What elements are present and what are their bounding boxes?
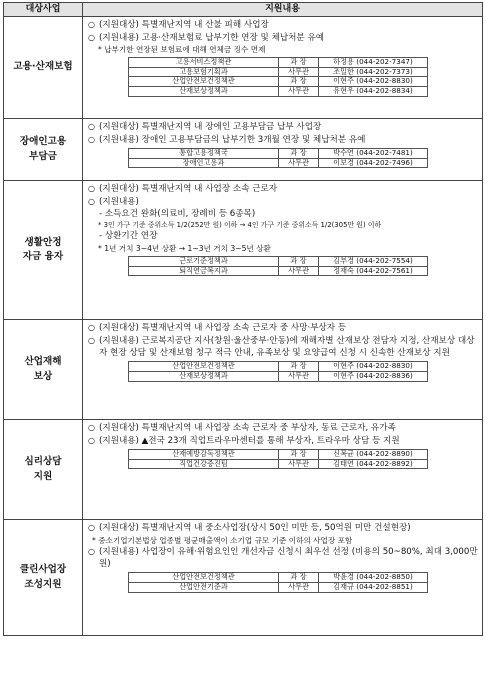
contact-role: 과 장 [279,449,319,459]
support-target: (지원대상) 특별재난지역 내 사업장 소속 근로자 중 사망·부상자 등 [99,323,347,334]
bullet-icon: ○ [88,122,95,132]
contact-row [129,583,428,593]
note: * 납부기한 연장된 보험료에 대해 연체금 징수 면제 [98,44,266,54]
category-label: 클린사업장 조성지원 [19,564,67,590]
contact-dept: 통합고용정책국 [129,148,279,158]
contact-dept: 근로기준정책과 [129,256,279,266]
contact-row [129,266,428,276]
contact-person: 정재숙 (044-202-7561) [319,266,428,276]
note: * 3인 가구 기준 중위소득 1/2(252만 원) 이하 → 4인 가구 기준 중위소득 1/2(305만 원) 이하 [98,221,382,230]
category-cell [4,181,83,320]
contact-dept: 퇴직연금복지과 [129,266,279,276]
contact-role: 사무관 [279,266,319,276]
contact-person: 하정용 (044-202-7347) [319,57,428,67]
category-label: 생활안정 자금 융자 [22,236,64,263]
contact-person: 김태연 (044-202-8892) [319,459,428,469]
contact-dept: 고용서비스정책관 [129,57,279,67]
category-label: 장애인고용 부담금 [19,136,67,162]
contact-role: 사무관 [279,158,319,168]
support-target: (지원대상) 특별재난지역 내 장애인 고용부담금 납부 사업장 [99,122,322,133]
contact-row [129,148,428,158]
contact-row [129,256,428,266]
contact-person: 조일한 (044-202-7373) [319,67,428,77]
note: * 중소기업기본법상 업종별 평균매출액이 소기업 규모 기준 이하의 사업장 포함 [92,535,353,545]
bullet-icon: ○ [88,335,95,345]
category-cell [4,119,83,181]
header-category: 대상사업 [4,3,83,17]
contact-role: 사무관 [279,459,319,469]
contact-role: 사무관 [279,583,319,593]
contact-person: 신복균 (044-202-8890) [319,449,428,459]
contact-role: 과 장 [279,57,319,67]
support-target: (지원대상) 특별재난지역 내 사업장 소속 근로자 [99,184,278,195]
contact-table [128,148,428,168]
table-header-row [4,3,483,17]
support-content: (지원내용) 사업장이 유해·위험요인인 개선자금 신청시 최우선 선정 (비용의 50~80%, 최대 3,000만원) [99,546,478,569]
note: * 1년 거치 3~4년 상환 → 1~3년 거치 3~5년 상환 [98,243,271,253]
table-row [4,520,483,636]
contact-dept: 직업건강증진팀 [129,459,279,469]
contact-row [129,86,428,96]
support-content-title: (지원내용) [99,196,139,207]
contact-person: 김부경 (044-202-7554) [319,256,428,266]
contact-role: 사무관 [279,372,319,382]
contact-dept: 산업안전보건정책관 [129,362,279,372]
contact-role: 사무관 [279,67,319,77]
support-content: (지원내용) 고용·산재보험료 납부기한 연장 및 체납처분 유예 [99,32,325,43]
contact-dept: 장애인고용과 [129,158,279,168]
bullet-icon: ○ [88,546,95,556]
contact-dept: 고용보험기획과 [129,67,279,77]
content-cell [83,420,483,520]
support-target: (지원대상) 특별재난지역 내 산불 피해 사업장 [99,20,269,31]
bullet-icon: ○ [88,134,95,144]
contact-table [128,572,428,592]
support-content: (지원내용) 근로복지공단 지사(창원·울산중부·안동)에 재해자별 산재보상 전담자 지정, 산재보상 대상자 현장 상담 및 산재보험 청구 적극 안내, 유족보상 및 요양급여 신청 시 신속한 산재보상 지원 [99,335,475,358]
contact-row [129,158,428,168]
header-content: 지원내용 [83,3,483,17]
bullet-icon: ○ [88,196,95,206]
contact-dept: 산재보상정책과 [129,372,279,382]
category-cell [4,320,83,420]
category-label: 심리상담 지원 [24,456,62,482]
content-cell [83,520,483,636]
table-row [4,17,483,119]
contact-row [129,57,428,67]
contact-person: 이현주 (044-202-8830) [319,362,428,372]
contact-dept: 산업안전기준과 [129,583,279,593]
support-item: - 상환기간 연장 [99,231,158,242]
content-cell [83,119,483,181]
contact-table [128,449,428,469]
contact-dept: 산업안전보건정책관 [129,77,279,87]
contact-row [129,459,428,469]
contact-table [128,256,428,276]
bullet-icon: ○ [88,32,95,42]
table-row [4,181,483,320]
contact-person: 이보경 (044-202-7496) [319,158,428,168]
content-cell [83,181,483,320]
bullet-icon: ○ [88,423,95,433]
support-table [3,2,483,636]
contact-person: 유현우 (044-202-8834) [319,86,428,96]
category-cell [4,520,83,636]
bullet-icon: ○ [88,523,95,533]
contact-row [129,77,428,87]
support-content: (지원내용) 장애인 고용부담금의 납부기한 3개월 연장 및 체납처분 유예 [99,134,366,145]
contact-person: 이현주 (044-202-8836) [319,372,428,382]
contact-dept: 산업안전보건정책관 [129,573,279,583]
contact-role: 과 장 [279,256,319,266]
content-cell [83,320,483,420]
contact-row [129,449,428,459]
contact-role: 과 장 [279,77,319,87]
category-cell [4,420,83,520]
bullet-icon: ○ [88,323,95,333]
contact-table [128,57,428,97]
contact-person: 이현주 (044-202-8830) [319,77,428,87]
support-target: (지원대상) 특별재난지역 내 사업장 소속 근로자 중 부상자, 동료 근로자, 유가족 [99,423,396,434]
contact-person: 박수연 (044-202-7481) [319,148,428,158]
contact-role: 과 장 [279,362,319,372]
support-target: (지원대상) 특별재난지역 내 중소사업장(상시 50인 미만 등, 50억원 미만 건설현장) [99,523,411,534]
contact-role: 과 장 [279,148,319,158]
contact-table [128,361,428,381]
category-cell: 고용·산재보험 [4,17,83,119]
bullet-icon: ○ [88,184,95,194]
contact-person: 박윤경 (044-202-8850) [319,573,428,583]
contact-person: 김재규 (044-202-8851) [319,583,428,593]
contact-role: 과 장 [279,573,319,583]
bullet-icon: ○ [88,20,95,30]
support-item: - 소득요건 완화(의료비, 장례비 등 6종목) [99,208,256,219]
content-cell [83,17,483,119]
table-row [4,119,483,181]
category-label: 산업재해 보상 [24,356,62,382]
contact-role: 사무관 [279,86,319,96]
bullet-icon: ○ [88,435,95,445]
contact-row [129,372,428,382]
contact-dept: 산재보상정책과 [129,86,279,96]
table-row [4,320,483,420]
contact-dept: 산재예방감독정책관 [129,449,279,459]
table-row [4,420,483,520]
support-content: (지원내용) ▲전국 23개 직업트라우마센터를 통해 부상자, 트라우마 상담 등 지원 [99,435,400,446]
